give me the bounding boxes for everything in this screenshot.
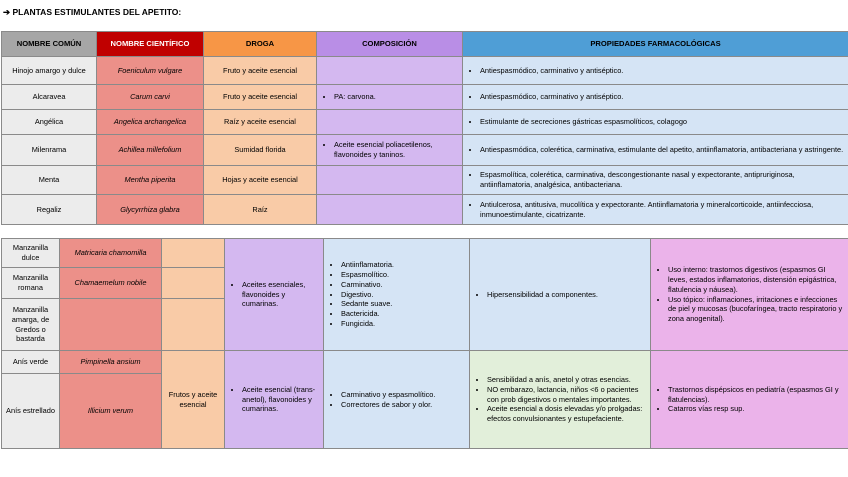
composicion-cell <box>317 135 463 166</box>
bullet-list <box>654 385 845 415</box>
table-row <box>2 57 848 85</box>
table-header-row <box>2 32 848 57</box>
composicion-cell <box>317 166 463 195</box>
propiedades-cell <box>463 57 848 85</box>
plants-table-main <box>1 31 848 225</box>
droga-cell <box>162 239 225 268</box>
bullet-list <box>473 290 647 300</box>
nombre-comun-cell: Alcaravea <box>2 85 97 110</box>
bullet-list <box>327 260 466 330</box>
nombre-cientifico-cell: Foeniculum vulgare <box>97 57 204 85</box>
list-item: • Espasmolítica, colerética, carminativa, descongestionante nasal y expectorante, antipruriginosa, antiinflamatoria, analgésica, antibacteriana. <box>480 170 845 190</box>
list-item: • PA: carvona. <box>334 92 459 102</box>
bullet-list <box>473 375 647 425</box>
header-nombre-comun: NOMBRE COMÚN <box>2 32 97 57</box>
list-item: • Aceites esenciales, flavonoides y cumarinas. <box>242 280 320 310</box>
list-item: • Antiespasmódica, colerética, carminativa, estimulante del apetito, antiinflamatoria, antibacteriana y astringente. <box>480 145 845 155</box>
bullet-list <box>228 385 320 415</box>
list-item: • Uso interno: trastornos digestivos (espasmos GI leves, estados inflamatorios, distensión epigástrica, flatulencia y náusea). <box>668 265 845 295</box>
nombre-cientifico-cell: Carum carvi <box>97 85 204 110</box>
bullet-list <box>228 280 320 310</box>
composicion-cell <box>225 351 324 449</box>
bullet-list <box>320 92 459 102</box>
list-item: • Carminativo. <box>341 280 466 290</box>
list-item: • Fungicida. <box>341 319 466 329</box>
nombre-cientifico-cell: Matricaria chamomilla <box>60 239 162 268</box>
header-composicion: COMPOSICIÓN <box>317 32 463 57</box>
list-item: • Sedante suave. <box>341 299 466 309</box>
usos-cell <box>651 351 848 449</box>
propiedades-cell <box>324 239 470 351</box>
page-title: ➔ PLANTAS ESTIMULANTES DEL APETITO: <box>3 7 182 17</box>
list-item: • Catarros vías resp sup. <box>668 404 845 414</box>
list-item: • NO embarazo, lactancia, niños <6 o pacientes con prob digestivos o mentales importantes. <box>487 385 647 405</box>
header-nombre-cientifico: NOMBRE CIENTÍFICO <box>97 32 204 57</box>
table-row <box>2 135 848 166</box>
nombre-comun-cell: Anís estrellado <box>2 374 60 449</box>
list-item: • Antiespasmódico, carminativo y antiséptico. <box>480 92 845 102</box>
table-row <box>2 195 848 225</box>
nombre-comun-cell: Milenrama <box>2 135 97 166</box>
table-row <box>2 85 848 110</box>
nombre-comun-cell: Anís verde <box>2 351 60 374</box>
nombre-cientifico-cell: Glycyrrhiza glabra <box>97 195 204 225</box>
droga-cell <box>162 268 225 299</box>
nombre-cientifico-cell: Chamaemelum nobile <box>60 268 162 299</box>
list-item: • Hipersensibilidad a componentes. <box>487 290 647 300</box>
bullet-list <box>466 145 845 155</box>
list-item: • Uso tópico: inflamaciones, irritaciones e infecciones de piel y mucosas (bucofaríngea, tracto respiratorio y zona anogenital). <box>668 295 845 325</box>
droga-cell: Fruto y aceite esencial <box>204 85 317 110</box>
propiedades-cell <box>463 135 848 166</box>
propiedades-cell <box>463 110 848 135</box>
list-item: • Antiinflamatoria. <box>341 260 466 270</box>
table-row <box>2 239 848 268</box>
table-row <box>2 351 848 374</box>
usos-cell <box>651 239 848 351</box>
nombre-cientifico-cell: Mentha piperita <box>97 166 204 195</box>
nombre-cientifico-cell <box>60 299 162 351</box>
bullet-list <box>466 92 845 102</box>
nombre-comun-cell: Hinojo amargo y dulce <box>2 57 97 85</box>
bullet-list <box>466 66 845 76</box>
list-item: • Aceite esencial a dosis elevadas y/o prolgadas: efectos convulsionantes y estupefaciente. <box>487 404 647 424</box>
droga-cell: Frutos y aceite esencial <box>162 351 225 449</box>
composicion-cell <box>317 110 463 135</box>
nombre-comun-cell: Menta <box>2 166 97 195</box>
nombre-comun-cell: Manzanilla amarga, de Gredos o bastarda <box>2 299 60 351</box>
composicion-cell <box>317 195 463 225</box>
nombre-cientifico-cell: Angelica archangelica <box>97 110 204 135</box>
bullet-list <box>320 140 459 160</box>
bullet-list <box>654 265 845 325</box>
nombre-comun-cell: Manzanilla romana <box>2 268 60 299</box>
list-item: • Sensibilidad a anís, anetol y otras esencias. <box>487 375 647 385</box>
droga-cell: Fruto y aceite esencial <box>204 57 317 85</box>
table-row <box>2 166 848 195</box>
bullet-list <box>466 200 845 220</box>
header-droga: DROGA <box>204 32 317 57</box>
droga-cell: Hojas y aceite esencial <box>204 166 317 195</box>
nombre-cientifico-cell: Achillea millefolium <box>97 135 204 166</box>
list-item: • Antiespasmódico, carminativo y antiséptico. <box>480 66 845 76</box>
bullet-list <box>466 117 845 127</box>
list-item: • Trastornos dispépsicos en pediatría (espasmos GI y flatulencias). <box>668 385 845 405</box>
droga-cell: Raíz <box>204 195 317 225</box>
list-item: • Estimulante de secreciones gástricas espasmolíticos, colagogo <box>480 117 845 127</box>
propiedades-cell <box>324 351 470 449</box>
droga-cell: Raíz y aceite esencial <box>204 110 317 135</box>
propiedades-cell <box>463 166 848 195</box>
droga-cell: Sumidad florida <box>204 135 317 166</box>
list-item: • Bactericida. <box>341 309 466 319</box>
propiedades-cell <box>463 195 848 225</box>
nombre-cientifico-cell: Pimpinella ansium <box>60 351 162 374</box>
list-item: • Carminativo y espasmolítico. <box>341 390 466 400</box>
contraindicaciones-cell <box>470 351 651 449</box>
nombre-comun-cell: Manzanilla dulce <box>2 239 60 268</box>
header-propiedades: PROPIEDADES FARMACOLÓGICAS <box>463 32 848 57</box>
nombre-comun-cell: Regaliz <box>2 195 97 225</box>
plants-table-secondary <box>1 238 848 449</box>
composicion-cell <box>317 85 463 110</box>
bullet-list <box>327 390 466 410</box>
list-item: • Correctores de sabor y olor. <box>341 400 466 410</box>
list-item: • Aceite esencial (trans-anetol), flavonoides y cumarinas. <box>242 385 320 415</box>
list-item: • Antiulcerosa, antitusiva, mucolítica y expectorante. Antiinflamatoria y mineralcorticoide, antiinfecciosa, inmunoestimulante, cicatrizante. <box>480 200 845 220</box>
propiedades-cell <box>463 85 848 110</box>
list-item: • Espasmolítico. <box>341 270 466 280</box>
table-row <box>2 110 848 135</box>
composicion-cell <box>317 57 463 85</box>
droga-cell <box>162 299 225 351</box>
bullet-list <box>466 170 845 190</box>
nombre-cientifico-cell: Illicium verum <box>60 374 162 449</box>
list-item: • Digestivo. <box>341 290 466 300</box>
list-item: • Aceite esencial poliacetilenos, flavonoides y taninos. <box>334 140 459 160</box>
nombre-comun-cell: Angélica <box>2 110 97 135</box>
contraindicaciones-cell <box>470 239 651 351</box>
composicion-cell <box>225 239 324 351</box>
